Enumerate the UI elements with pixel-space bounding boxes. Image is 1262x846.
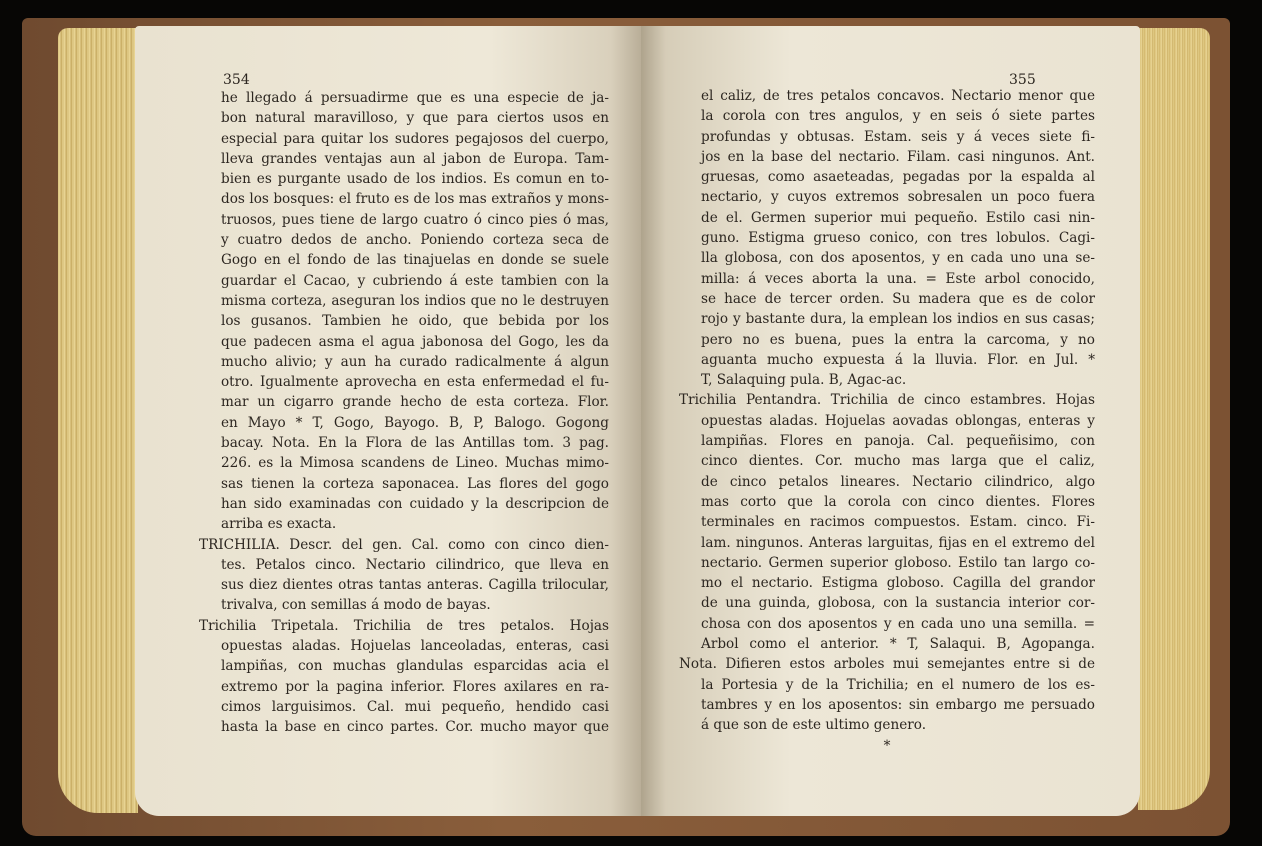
right-page-text [679,86,1095,756]
text-line: profundas y obtusas. Estam. seis y á veces siete fi- [701,128,1095,145]
text-line: sas tienen la corteza saponacea. Las flores del gogo [221,475,609,492]
text-line: hasta la base en cinco partes. Cor. mucho mayor que [221,719,609,736]
text-line: Trichilia Pentandra. Trichilia de cinco estambres. Hojas [679,392,1095,409]
text-line: bien es purgante usado de los indios. Es comun en to- [221,171,609,188]
text-line: * [883,737,891,754]
text-line: guno. Estigma grueso conico, con tres lobulos. Cagi- [701,230,1095,247]
text-line: sus diez dientes otras tantas anteras. Cagilla trilocular, [221,577,609,594]
text-line: TRICHILIA. Descr. del gen. Cal. como con cinco dien- [199,536,609,553]
left-page-text [199,88,609,738]
text-line: he llegado á persuadirme que es una especie de ja- [221,90,609,106]
page-number: 354 [223,72,250,88]
text-line: chosa con dos aposentos y en cada uno una semilla. = [701,615,1095,632]
text-line: de el. Germen superior mui pequeño. Estilo casi nin- [701,209,1095,226]
text-line: cimos larguisimos. Cal. mui pequeño, hendido casi [221,698,609,715]
right-page-edges [1138,28,1210,810]
text-line: y cuatro dedos de ancho. Poniendo corteza seca de [221,232,609,249]
text-line: lam. ningunos. Anteras larguitas, fijas en el extremo del [701,534,1095,551]
text-line: mas corto que la corola con cinco dientes. Flores [701,493,1095,510]
text-line: dos los bosques: el fruto es de los mas extraños y mons- [221,191,609,208]
right-page [641,26,1140,816]
text-line: trivalva, con semillas á modo de bayas. [221,597,491,614]
text-line: tambres y en los aposentos: sin embargo me persuado [701,696,1095,713]
text-line: de una guinda, globosa, con la sustancia interior cor- [701,595,1095,612]
text-line: mo el nectario. Estigma globoso. Cagilla del grandor [701,575,1095,592]
text-line: lleva grandes ventajas aun al jabon de Europa. Tam- [221,150,609,167]
text-line: tes. Petalos cinco. Nectario cilindrico, que lleva en [221,556,609,573]
text-line: se hace de tercer orden. Su madera que es de color [701,290,1095,307]
text-line: lampiñas. Flores en panoja. Cal. pequeñisimo, con [701,433,1095,450]
text-line: en Mayo * T, Gogo, Bayogo. B, P, Balogo. Gogong [221,414,609,431]
text-line: misma corteza, aseguran los indios que no le destruyen [221,292,609,309]
text-line: Trichilia Tripetala. Trichilia de tres petalos. Hojas [199,617,609,634]
text-line: rojo y bastante dura, la emplean los indios en sus casas; [701,311,1095,328]
text-line: especial para quitar los sudores pegajosos del cuerpo, [221,130,609,147]
text-line: gruesas, como asaeteadas, pegadas por la espalda al [701,169,1095,186]
text-line: Arbol como el anterior. * T, Salaqui. B, Agopanga. [701,636,1095,653]
text-line: cinco dientes. Cor. mucho mas larga que el caliz, [701,453,1095,470]
text-line: á que son de este ultimo genero. [701,717,927,734]
text-line: mar un cigarro grande hecho de esta corteza. Flor. [221,394,609,411]
text-line: bon natural maravilloso, y que para ciertos usos en [221,110,609,127]
text-line: los gusanos. Tambien he oido, que bebida por los [221,313,609,330]
text-line: aguanta mucho expuesta á la lluvia. Flor. en Jul. * [701,351,1095,368]
text-line: lampiñas, con muchas glandulas esparcidas acia el [221,658,609,675]
text-line: opuestas aladas. Hojuelas lanceoladas, enteras, casi [221,638,609,655]
text-line: pero no es buena, pues la entra la carcoma, y no [701,331,1095,348]
text-line: la corola con tres angulos, y en seis ó siete partes [701,108,1095,125]
text-line: han sido examinadas con cuidado y la descripcion de [221,495,609,512]
text-line: T, Salaquing pula. B, Agac-ac. [701,372,907,389]
text-line: mucho alivio; y aun ha curado radicalmente á algun [221,353,609,370]
text-line: 226. es la Mimosa scandens de Lineo. Muchas mimo- [221,455,609,472]
text-line: otro. Igualmente aprovecha en esta enfermedad el fu- [221,374,609,391]
text-line: milla: á veces aborta la una. = Este arbol conocido, [701,270,1095,287]
text-line: arriba es exacta. [221,516,337,533]
left-page [135,26,641,816]
text-line: de cinco petalos lineares. Nectario cilindrico, algo [701,473,1095,490]
text-line: guardar el Cacao, y cubriendo á este tambien con la [221,272,609,289]
left-page-edges [58,28,138,813]
text-line: extremo por la pagina inferior. Flores axilares en ra- [221,678,609,695]
text-line: opuestas aladas. Hojuelas aovadas oblongas, enteras y [701,412,1095,429]
text-line: Nota. Difieren estos arboles mui semejantes entre si de [679,656,1095,673]
text-line: nectario. Germen superior globoso. Estilo tan largo co- [701,554,1095,571]
text-line: truosos, pues tiene de largo cuatro ó cinco pies ó mas, [221,211,609,228]
text-line: que padecen asma el agua jabonosa del Gogo, les da [221,333,609,350]
text-line: la Portesia y de la Trichilia; en el numero de los es- [701,676,1095,693]
text-line: bacay. Nota. En la Flora de las Antillas tom. 3 pag. [221,435,609,452]
text-line: jos en la base del nectario. Filam. casi ningunos. Ant. [701,148,1095,165]
text-line: Gogo en el fondo de las tinajuelas en donde se suele [221,252,609,269]
text-line: lla globosa, con dos aposentos, y en cada uno una se- [701,250,1095,267]
text-line: nectario, y cuyos extremos sobresalen un poco fuera [701,189,1095,206]
text-line: el caliz, de tres petalos concavos. Nectario menor que [701,88,1095,104]
text-line: terminales en racimos compuestos. Estam. cinco. Fi- [701,514,1095,531]
page-number: 355 [1009,72,1036,88]
